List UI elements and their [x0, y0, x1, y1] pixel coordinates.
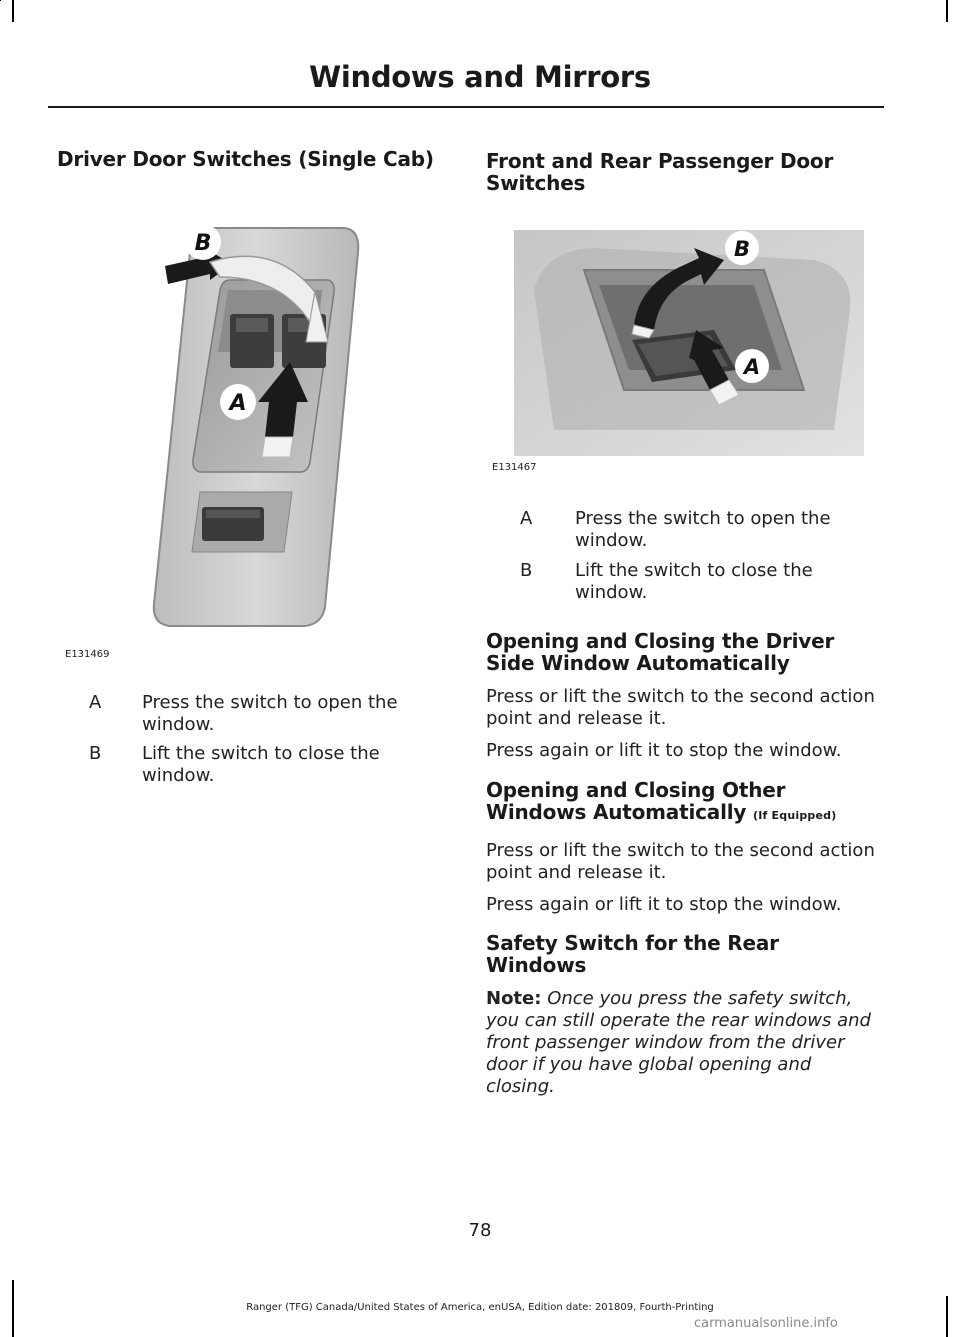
legend-text-b: Lift the switch to close the window. — [575, 560, 813, 603]
callout-a: A — [229, 391, 247, 416]
window-switch-panel-illustration — [60, 222, 420, 662]
legend-key-a: A — [89, 692, 102, 713]
legend-text-a: Press the switch to open the window. — [142, 692, 398, 735]
footer-text: Ranger (TFG) Canada/United States of America, enUSA, Edition date: 201809, Fourth-Printing — [246, 1302, 714, 1313]
note-label: Note: — [486, 988, 542, 1009]
heading-line: Opening and Closing the Driver — [486, 629, 835, 653]
figure-code: E131469 — [65, 649, 110, 660]
auto-other-windows-heading — [486, 779, 886, 827]
crop-mark — [0, 0, 1, 1]
heading-line: Switches — [486, 171, 586, 195]
legend-text-a: Press the switch to open the window. — [575, 508, 831, 551]
passenger-door-switches-heading — [486, 150, 886, 194]
page-number: 78 — [468, 1220, 492, 1241]
heading-line: Front and Rear Passenger Door — [486, 149, 834, 173]
legend-key-b: B — [520, 560, 533, 581]
note-text: Once you press the safety switch, you can still operate the rear windows and front passenger window from the driver door if you have global opening and closing. — [486, 988, 871, 1097]
auto-driver-window-heading — [486, 630, 886, 674]
title-divider — [48, 106, 884, 108]
auto-driver-window-text: Press or lift the switch to the second action point and release it. — [486, 686, 875, 729]
watermark: carmanualsonline.info — [694, 1316, 838, 1331]
heading-line: Opening and Closing Other — [486, 778, 786, 802]
driver-door-switches-heading: Driver Door Switches (Single Cab) — [57, 147, 434, 171]
passenger-switch-illustration — [514, 230, 864, 456]
if-equipped-tag: (If Equipped) — [753, 809, 837, 822]
figure-code: E131467 — [492, 462, 537, 473]
crop-mark-top-left — [12, 0, 14, 22]
legend-text-b: Lift the switch to close the window. — [142, 743, 380, 786]
heading-line: Side Window Automatically — [486, 651, 790, 675]
heading-line: Safety Switch for the Rear — [486, 931, 779, 955]
auto-other-windows-text: Press or lift the switch to the second action point and release it. — [486, 840, 875, 883]
legend-key-b: B — [89, 743, 102, 764]
page-title: Windows and Mirrors — [309, 60, 651, 94]
safety-switch-heading — [486, 932, 886, 976]
callout-a: A — [743, 355, 761, 379]
crop-mark-top-right — [946, 0, 948, 22]
passenger-door-switch-figure — [514, 230, 864, 456]
callout-b: B — [733, 237, 751, 261]
heading-text: Windows Automatically — [486, 800, 747, 824]
safety-switch-note — [486, 988, 878, 1098]
driver-door-switch-figure — [60, 222, 420, 662]
heading-line: Windows — [486, 953, 587, 977]
legend-key-a: A — [520, 508, 533, 529]
auto-other-windows-text: Press again or lift it to stop the window. — [486, 894, 842, 915]
auto-driver-window-text: Press again or lift it to stop the window. — [486, 740, 842, 761]
heading-line — [486, 801, 886, 827]
callout-b: B — [194, 231, 212, 256]
